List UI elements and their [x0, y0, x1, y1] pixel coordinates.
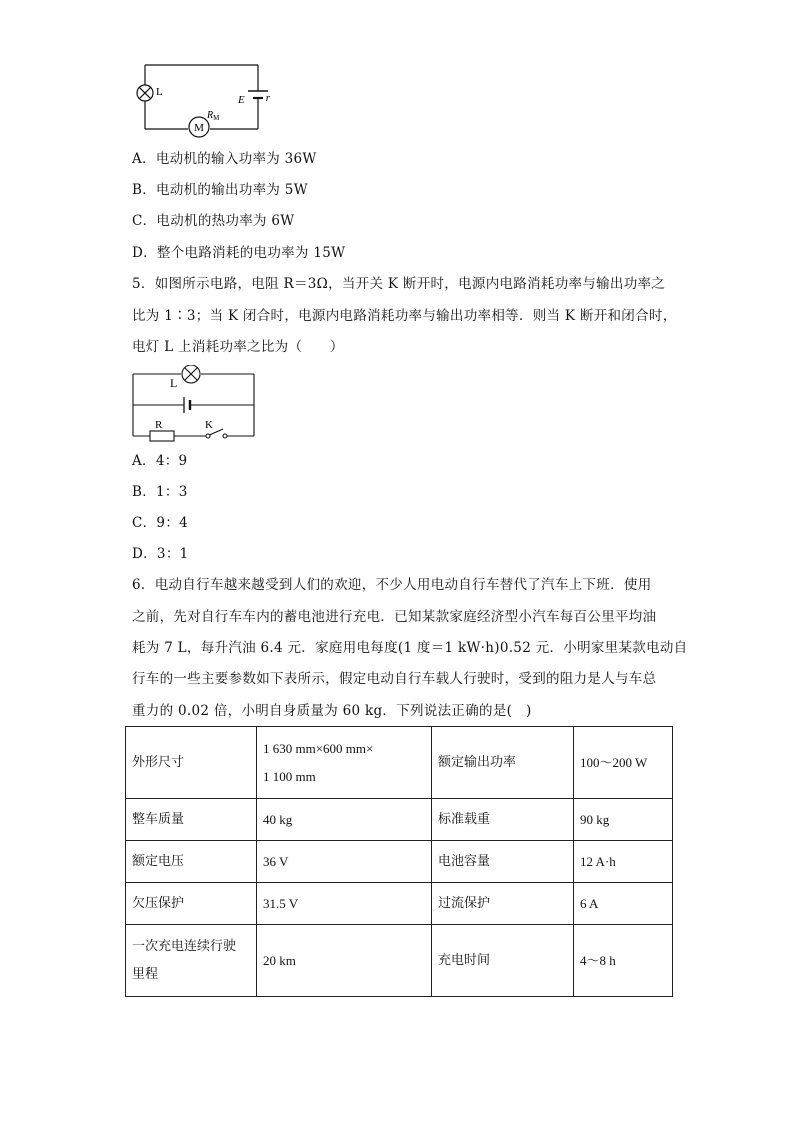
lamp-label: L	[156, 86, 163, 98]
motor-symbol: M	[194, 122, 204, 134]
table-cell: 36 V	[257, 841, 432, 883]
switch-label: K	[205, 419, 213, 431]
table-cell: 90 kg	[574, 799, 673, 841]
q5-stem-line-2: 比为 1∶3；当 K 闭合时，电源内电路消耗功率与输出功率相等．则当 K 断开和闭合时，	[132, 308, 677, 324]
motor-circuit-diagram	[130, 58, 270, 138]
table-cell: 40 kg	[257, 799, 432, 841]
q5-option-d: D．3：1	[132, 546, 189, 562]
table-cell: 过流保护	[432, 883, 574, 925]
q6-stem-line-3: 耗为 7 L，每升汽油 6.4 元．家庭用电每度(1 度＝1 kW·h)0.52 元．小明家里某款电动自	[132, 640, 688, 656]
table-cell: 4～8 h	[574, 925, 673, 997]
lamp-label-2: L	[170, 376, 178, 390]
internal-resistance-label: r	[265, 92, 270, 104]
q5-option-a: A．4：9	[132, 453, 188, 469]
table-cell: 额定电压	[126, 841, 257, 883]
q5-stem-line-1: 5．如图所示电路，电阻 R＝3Ω，当开关 K 断开时，电源内电路消耗功率与输出功率之	[132, 276, 666, 292]
table-cell: 外形尺寸	[126, 727, 257, 799]
q6-stem-line-5: 重力的 0.02 倍，小明自身质量为 60 kg．下列说法正确的是( )	[132, 703, 532, 719]
q4-option-b: B．电动机的输出功率为 5W	[132, 182, 308, 198]
ebike-spec-table	[125, 726, 673, 997]
table-cell: 欠压保护	[126, 883, 257, 925]
motor-resistance-label: $R_M$	[207, 110, 220, 122]
q4-option-d: D．整个电路消耗的电功率为 15W	[132, 245, 346, 261]
table-cell: 1 630 mm×600 mm× 1 100 mm	[257, 727, 432, 799]
table-cell: 额定输出功率	[432, 727, 574, 799]
q5-stem-line-3: 电灯 L 上消耗功率之比为（ ）	[132, 339, 344, 355]
q5-option-c: C．9：4	[132, 515, 189, 531]
table-cell: 整车质量	[126, 799, 257, 841]
table-cell: 6 A	[574, 883, 673, 925]
table-cell: 20 km	[257, 925, 432, 997]
table-cell: 电池容量	[432, 841, 574, 883]
table-row	[126, 727, 673, 799]
q6-stem-line-2: 之前，先对自行车车内的蓄电池进行充电．已知某款家庭经济型小汽车每百公里平均油	[132, 609, 657, 625]
table-cell: 标准载重	[432, 799, 574, 841]
q6-stem-line-4: 行车的一些主要参数如下表所示，假定电动自行车载人行驶时，受到的阻力是人与车总	[132, 671, 657, 687]
table-cell: 一次充电连续行驶 里程	[126, 925, 257, 997]
q6-stem-line-1: 6．电动自行车越来越受到人们的欢迎，不少人用电动自行车替代了汽车上下班．使用	[132, 577, 652, 593]
table-row	[126, 925, 673, 997]
table-row	[126, 799, 673, 841]
q4-option-a: A．电动机的输入功率为 36W	[132, 151, 317, 167]
table-row	[126, 883, 673, 925]
table-cell: 31.5 V	[257, 883, 432, 925]
table-cell: 100～200 W	[574, 727, 673, 799]
table-cell: 12 A·h	[574, 841, 673, 883]
emf-label: E	[238, 94, 245, 106]
resistor-label: R	[155, 419, 163, 431]
q4-option-c: C．电动机的热功率为 6W	[132, 213, 295, 229]
table-row	[126, 841, 673, 883]
table-cell: 充电时间	[432, 925, 574, 997]
q5-option-b: B．1：3	[132, 484, 188, 500]
switch-circuit-diagram	[128, 365, 260, 443]
